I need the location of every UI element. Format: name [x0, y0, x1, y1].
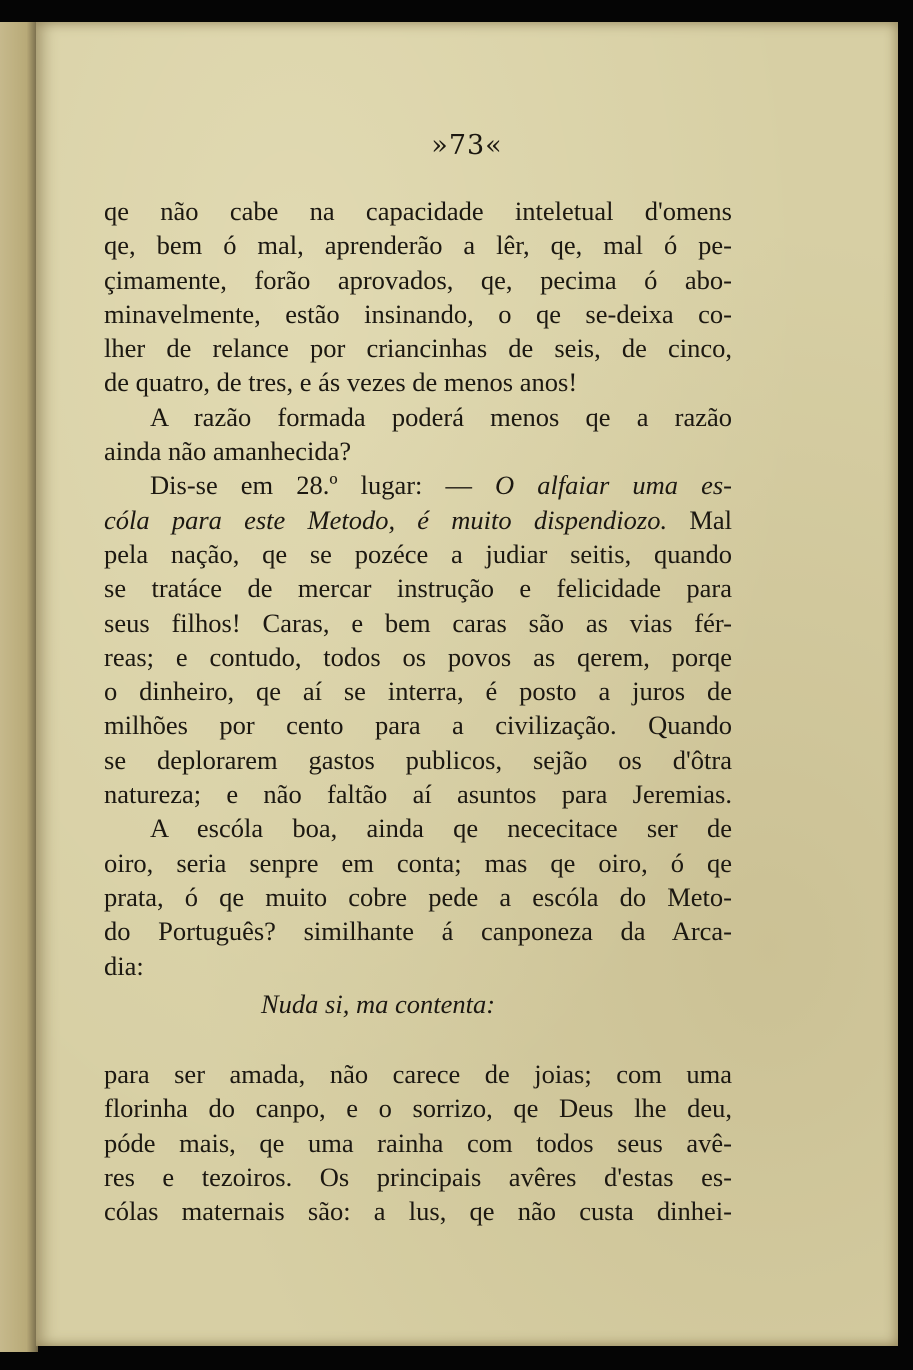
text-line: prata, ó qe muito cobre pede a escóla do Meto-	[104, 881, 732, 912]
verse-quote: Nuda si, ma contenta:	[260, 988, 496, 1019]
text-line: çimamente, forão aprovados, qe, pecima ó abo-	[104, 264, 732, 295]
text-line: o dinheiro, qe aí se interra, é posto a juros de	[104, 676, 732, 707]
text-segment: Mal	[689, 504, 733, 535]
text-line: reas; e contudo, todos os povos as qerem, porqe	[104, 641, 732, 672]
text-line: florinha do canpo, e o sorrizo, qe Deus lhe deu,	[104, 1093, 732, 1124]
body-text	[104, 194, 732, 1229]
text-line: de quatro, de tres, e ás vezes de menos anos!	[104, 367, 578, 398]
text-line: oiro, seria senpre em conta; mas qe oiro, ó qe	[104, 847, 732, 878]
text-line: natureza; e não faltão aí asuntos para Jeremias.	[104, 779, 732, 810]
text-line: milhões por cento para a civilização. Quando	[104, 710, 732, 741]
text-line: res e tezoiros. Os principais avêres d'estas es-	[104, 1162, 732, 1193]
page-number: »73«	[431, 130, 503, 161]
text-line: para ser amada, não carece de joias; com uma	[104, 1059, 732, 1090]
page-sheet	[36, 22, 898, 1346]
text-line: qe, bem ó mal, aprenderão a lêr, qe, mal ó pe-	[104, 230, 732, 261]
text-line: se deplorarem gastos publicos, sejão os d'ôtra	[104, 744, 732, 775]
text-line: A razão formada poderá menos qe a razão	[150, 401, 732, 432]
text-line	[104, 468, 732, 502]
italic-quote: cóla para este Metodo, é muito dispendiozo.	[104, 504, 668, 535]
text-line: A escóla boa, ainda qe nececitace ser de	[150, 813, 732, 844]
text-line: do Português? similhante á canponeza da Arca-	[104, 916, 732, 947]
text-line: seus filhos! Caras, e bem caras são as vias fér-	[104, 607, 732, 638]
text-line: dia:	[104, 950, 144, 981]
text-line: cólas maternais são: a lus, qe não custa dinhei-	[104, 1196, 732, 1227]
text-line: ainda não amanhecida?	[104, 436, 352, 467]
facing-page-edge	[0, 22, 38, 1352]
text-segment: Dis-se em 28.º lugar: —	[150, 470, 472, 501]
text-line: se tratáce de mercar instrução e felicidade para	[104, 573, 732, 604]
italic-quote: O alfaiar uma es-	[495, 470, 732, 501]
text-line: pela nação, qe se pozéce a judiar seitis, quando	[104, 538, 732, 569]
text-line: lher de relance por criancinhas de seis, de cinco,	[104, 333, 732, 364]
text-line	[104, 503, 732, 537]
text-line: póde mais, qe uma rainha com todos seus avê-	[104, 1127, 732, 1158]
text-line: minavelmente, estão insinando, o qe se-deixa co-	[104, 298, 732, 329]
text-line: qe não cabe na capacidade inteletual d'omens	[104, 196, 732, 226]
